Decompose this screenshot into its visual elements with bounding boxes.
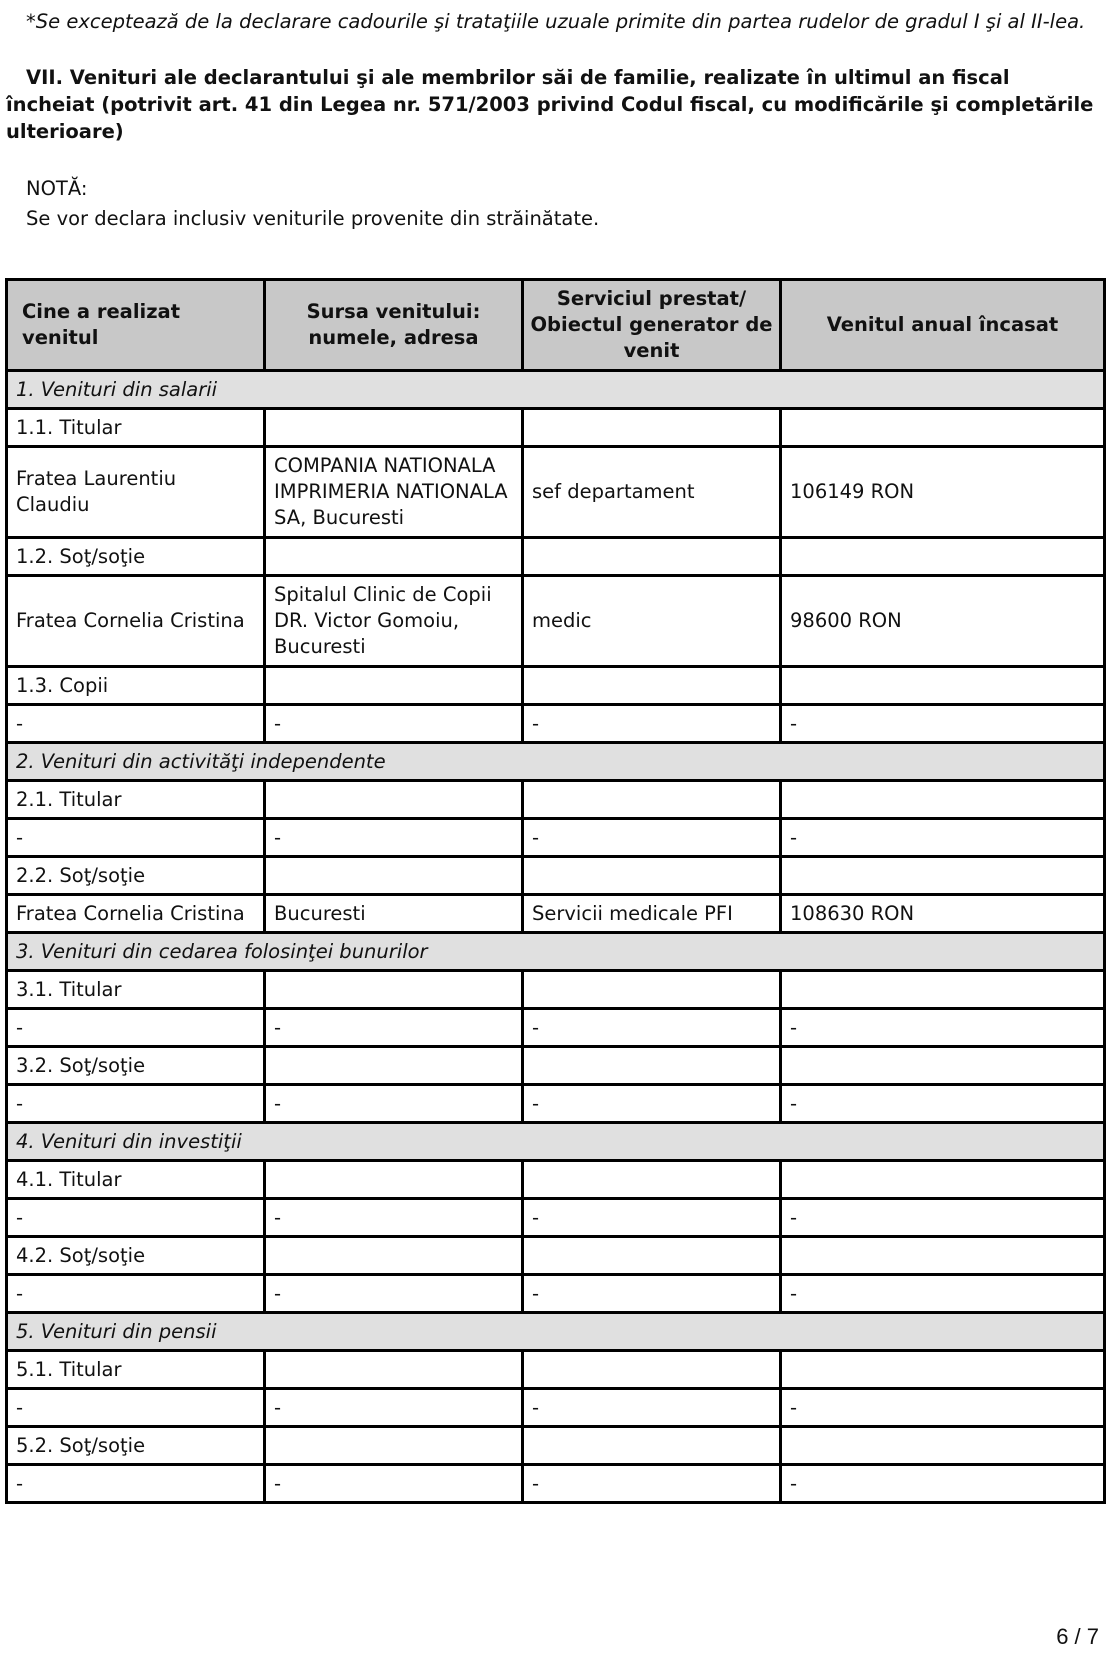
cell-sursa: -	[265, 705, 523, 743]
empty-cell	[523, 538, 781, 576]
section-title-rest: (potrivit art. 41 din Legea nr. 571/2003 privind Codul fiscal, cu modificările şi completările ulterioare)	[6, 93, 1094, 143]
empty-cell	[265, 538, 523, 576]
subcategory-row	[7, 1237, 1105, 1275]
empty-cell	[265, 1351, 523, 1389]
cell-venitul: -	[781, 705, 1105, 743]
cell-cine: Fratea Cornelia Cristina	[7, 576, 265, 667]
cell-venitul: -	[781, 1275, 1105, 1313]
subcategory-label: 1.1. Titular	[7, 409, 265, 447]
cell-venitul: 108630 RON	[781, 895, 1105, 933]
page-number: 6 / 7	[1056, 1624, 1099, 1649]
empty-cell	[265, 667, 523, 705]
cell-serviciul: -	[523, 1389, 781, 1427]
cell-venitul: -	[781, 1389, 1105, 1427]
cell-serviciul: -	[523, 705, 781, 743]
cell-sursa: -	[265, 819, 523, 857]
cell-cine: Fratea Cornelia Cristina	[7, 895, 265, 933]
header-venitul: Venitul anual încasat	[781, 280, 1105, 371]
cell-serviciul: -	[523, 1465, 781, 1503]
empty-cell	[523, 409, 781, 447]
income-table-body	[7, 371, 1105, 1503]
subcategory-row	[7, 538, 1105, 576]
category-label: 1. Venituri din salarii	[7, 371, 1105, 409]
category-row	[7, 371, 1105, 409]
subcategory-label: 3.1. Titular	[7, 971, 265, 1009]
empty-cell	[523, 1161, 781, 1199]
empty-cell	[781, 538, 1105, 576]
subcategory-row	[7, 1351, 1105, 1389]
empty-cell	[781, 1047, 1105, 1085]
table-row	[7, 895, 1105, 933]
header-sursa: Sursa venitului: numele, adresa	[265, 280, 523, 371]
category-row	[7, 1123, 1105, 1161]
empty-cell	[781, 409, 1105, 447]
table-row	[7, 1389, 1105, 1427]
empty-cell	[781, 781, 1105, 819]
subcategory-label: 2.1. Titular	[7, 781, 265, 819]
cell-sursa: -	[265, 1085, 523, 1123]
section-title-lead: VII. Venituri ale declarantului şi ale membrilor săi de familie, realizate în ultimul an fiscal încheiat	[6, 66, 1010, 116]
table-row	[7, 1465, 1105, 1503]
cell-venitul: -	[781, 1085, 1105, 1123]
empty-cell	[781, 971, 1105, 1009]
cell-cine: -	[7, 1009, 265, 1047]
table-row	[7, 576, 1105, 667]
cell-serviciul: sef departament	[523, 447, 781, 538]
cell-serviciul: -	[523, 1085, 781, 1123]
cell-cine: -	[7, 819, 265, 857]
section-title	[6, 64, 1101, 145]
nota-label: NOTĂ:	[26, 177, 88, 200]
subcategory-row	[7, 857, 1105, 895]
empty-cell	[523, 667, 781, 705]
table-row	[7, 1085, 1105, 1123]
empty-cell	[265, 781, 523, 819]
header-serviciul: Serviciul prestat/ Obiectul generator de venit	[523, 280, 781, 371]
cell-serviciul: Servicii medicale PFI	[523, 895, 781, 933]
cell-sursa: -	[265, 1009, 523, 1047]
subcategory-row	[7, 409, 1105, 447]
cell-serviciul: -	[523, 1009, 781, 1047]
empty-cell	[265, 1237, 523, 1275]
empty-cell	[781, 1161, 1105, 1199]
empty-cell	[781, 667, 1105, 705]
cell-cine: -	[7, 1389, 265, 1427]
subcategory-label: 1.3. Copii	[7, 667, 265, 705]
subcategory-row	[7, 971, 1105, 1009]
subcategory-label: 5.1. Titular	[7, 1351, 265, 1389]
table-row	[7, 1009, 1105, 1047]
empty-cell	[523, 1427, 781, 1465]
cell-sursa: -	[265, 1199, 523, 1237]
nota-text: Se vor declara inclusiv veniturile provenite din străinătate.	[26, 207, 600, 230]
empty-cell	[523, 1237, 781, 1275]
empty-cell	[265, 409, 523, 447]
cell-sursa: COMPANIA NATIONALA IMPRIMERIA NATIONALA SA, Bucuresti	[265, 447, 523, 538]
cell-sursa: -	[265, 1389, 523, 1427]
empty-cell	[523, 1351, 781, 1389]
cell-venitul: 98600 RON	[781, 576, 1105, 667]
cell-sursa: -	[265, 1275, 523, 1313]
cell-venitul: 106149 RON	[781, 447, 1105, 538]
subcategory-label: 1.2. Soţ/soţie	[7, 538, 265, 576]
table-row	[7, 1199, 1105, 1237]
empty-cell	[523, 781, 781, 819]
exception-footnote: *Se exceptează de la declarare cadourile şi trataţiile uzuale primite din partea rudelor de gradul I şi al II-lea.	[26, 10, 1086, 33]
cell-cine: -	[7, 1275, 265, 1313]
cell-sursa: -	[265, 1465, 523, 1503]
cell-cine: -	[7, 1199, 265, 1237]
table-header-row	[7, 280, 1105, 371]
cell-cine: -	[7, 1465, 265, 1503]
subcategory-row	[7, 1047, 1105, 1085]
subcategory-row	[7, 781, 1105, 819]
empty-cell	[265, 1427, 523, 1465]
cell-serviciul: -	[523, 1275, 781, 1313]
empty-cell	[523, 857, 781, 895]
category-row	[7, 933, 1105, 971]
table-row	[7, 705, 1105, 743]
table-row	[7, 1275, 1105, 1313]
subcategory-row	[7, 1427, 1105, 1465]
subcategory-label: 4.2. Soţ/soţie	[7, 1237, 265, 1275]
header-cine: Cine a realizat venitul	[7, 280, 265, 371]
income-table	[5, 278, 1106, 1504]
empty-cell	[781, 1427, 1105, 1465]
cell-cine: Fratea Laurentiu Claudiu	[7, 447, 265, 538]
category-label: 2. Venituri din activităţi independente	[7, 743, 1105, 781]
empty-cell	[265, 1161, 523, 1199]
cell-venitul: -	[781, 1465, 1105, 1503]
empty-cell	[523, 1047, 781, 1085]
cell-cine: -	[7, 1085, 265, 1123]
cell-venitul: -	[781, 1009, 1105, 1047]
empty-cell	[781, 1351, 1105, 1389]
empty-cell	[781, 857, 1105, 895]
empty-cell	[523, 971, 781, 1009]
cell-sursa: Bucuresti	[265, 895, 523, 933]
category-row	[7, 1313, 1105, 1351]
cell-serviciul: medic	[523, 576, 781, 667]
empty-cell	[265, 857, 523, 895]
subcategory-label: 4.1. Titular	[7, 1161, 265, 1199]
subcategory-label: 5.2. Soţ/soţie	[7, 1427, 265, 1465]
empty-cell	[781, 1237, 1105, 1275]
cell-serviciul: -	[523, 1199, 781, 1237]
cell-sursa: Spitalul Clinic de Copii DR. Victor Gomoiu, Bucuresti	[265, 576, 523, 667]
empty-cell	[265, 1047, 523, 1085]
table-row	[7, 819, 1105, 857]
subcategory-label: 2.2. Soţ/soţie	[7, 857, 265, 895]
subcategory-row	[7, 667, 1105, 705]
table-row	[7, 447, 1105, 538]
subcategory-label: 3.2. Soţ/soţie	[7, 1047, 265, 1085]
category-row	[7, 743, 1105, 781]
category-label: 4. Venituri din investiţii	[7, 1123, 1105, 1161]
cell-venitul: -	[781, 819, 1105, 857]
category-label: 3. Venituri din cedarea folosinţei bunurilor	[7, 933, 1105, 971]
subcategory-row	[7, 1161, 1105, 1199]
category-label: 5. Venituri din pensii	[7, 1313, 1105, 1351]
cell-serviciul: -	[523, 819, 781, 857]
empty-cell	[265, 971, 523, 1009]
cell-cine: -	[7, 705, 265, 743]
cell-venitul: -	[781, 1199, 1105, 1237]
